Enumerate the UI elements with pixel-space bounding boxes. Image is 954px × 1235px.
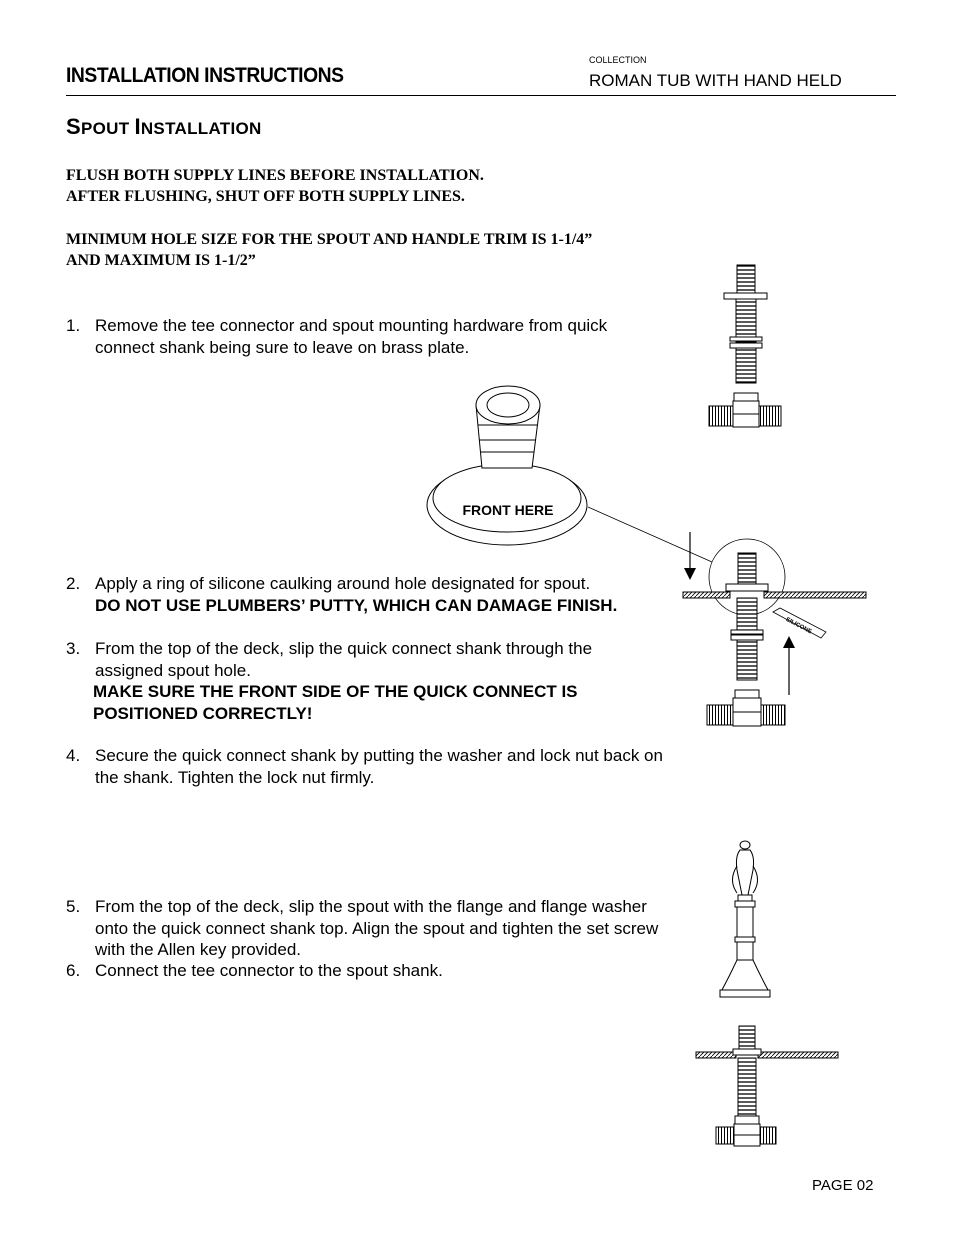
brass-plate-figure [427,386,712,562]
section-title-part1: POUT [80,119,135,138]
silicone-label: SILICONE [784,616,813,636]
flush-notice-line1: FLUSH BOTH SUPPLY LINES BEFORE INSTALLATION. [66,167,484,184]
step-number: 1. [66,316,81,335]
shank-with-tee-figure [709,265,781,427]
section-title-cap1: S [66,114,81,139]
step-warning: DO NOT USE PLUMBERS’ PUTTY, WHICH CAN DAMAGE FINISH. [95,595,618,615]
collection-label: COLLECTION [589,55,647,65]
front-here-label: FRONT HERE [462,502,554,518]
flush-notice-line2: AFTER FLUSHING, SHUT OFF BOTH SUPPLY LINES. [66,188,465,205]
hole-size-line1: MINIMUM HOLE SIZE FOR THE SPOUT AND HANDLE TRIM IS 1-1/4” [66,231,593,248]
step-text: Remove the tee connector and spout mounting hardware from quick connect shank being sure to leave on brass plate. [95,316,608,357]
step-text: Apply a ring of silicone caulking around hole designated for spout. [95,574,591,593]
collection-name: ROMAN TUB WITH HAND HELD [589,71,842,90]
step-text: Secure the quick connect shank by putting the washer and lock nut back on the shank. Tighten the lock nut firmly. [95,746,663,787]
step-text: From the top of the deck, slip the spout with the flange and flange washer onto the quick connect shank top. Align the spout and tighten the set screw with the Allen key provided. [95,897,659,959]
step-number: 4. [66,746,81,765]
step-text: Connect the tee connector to the spout shank. [95,961,443,980]
step-number: 5. [66,897,81,916]
section-title-part2: NSTALLATION [140,119,262,138]
step-warning: MAKE SURE THE FRONT SIDE OF THE QUICK CONNECT IS POSITIONED CORRECTLY! [93,682,578,723]
shank-deck-tee-figure [696,1026,838,1146]
step-number: 6. [66,961,81,980]
document-title: INSTALLATION INSTRUCTIONS [66,64,344,87]
step-number: 3. [66,639,81,658]
page-number: PAGE 02 [812,1177,874,1194]
section-title-cap2: I [134,114,141,139]
step-text: From the top of the deck, slip the quick connect shank through the assigned spout hole. [95,639,593,680]
spout-figure [720,841,770,997]
step-number: 2. [66,574,81,593]
hole-size-line2: AND MAXIMUM IS 1-1/2” [66,252,256,269]
